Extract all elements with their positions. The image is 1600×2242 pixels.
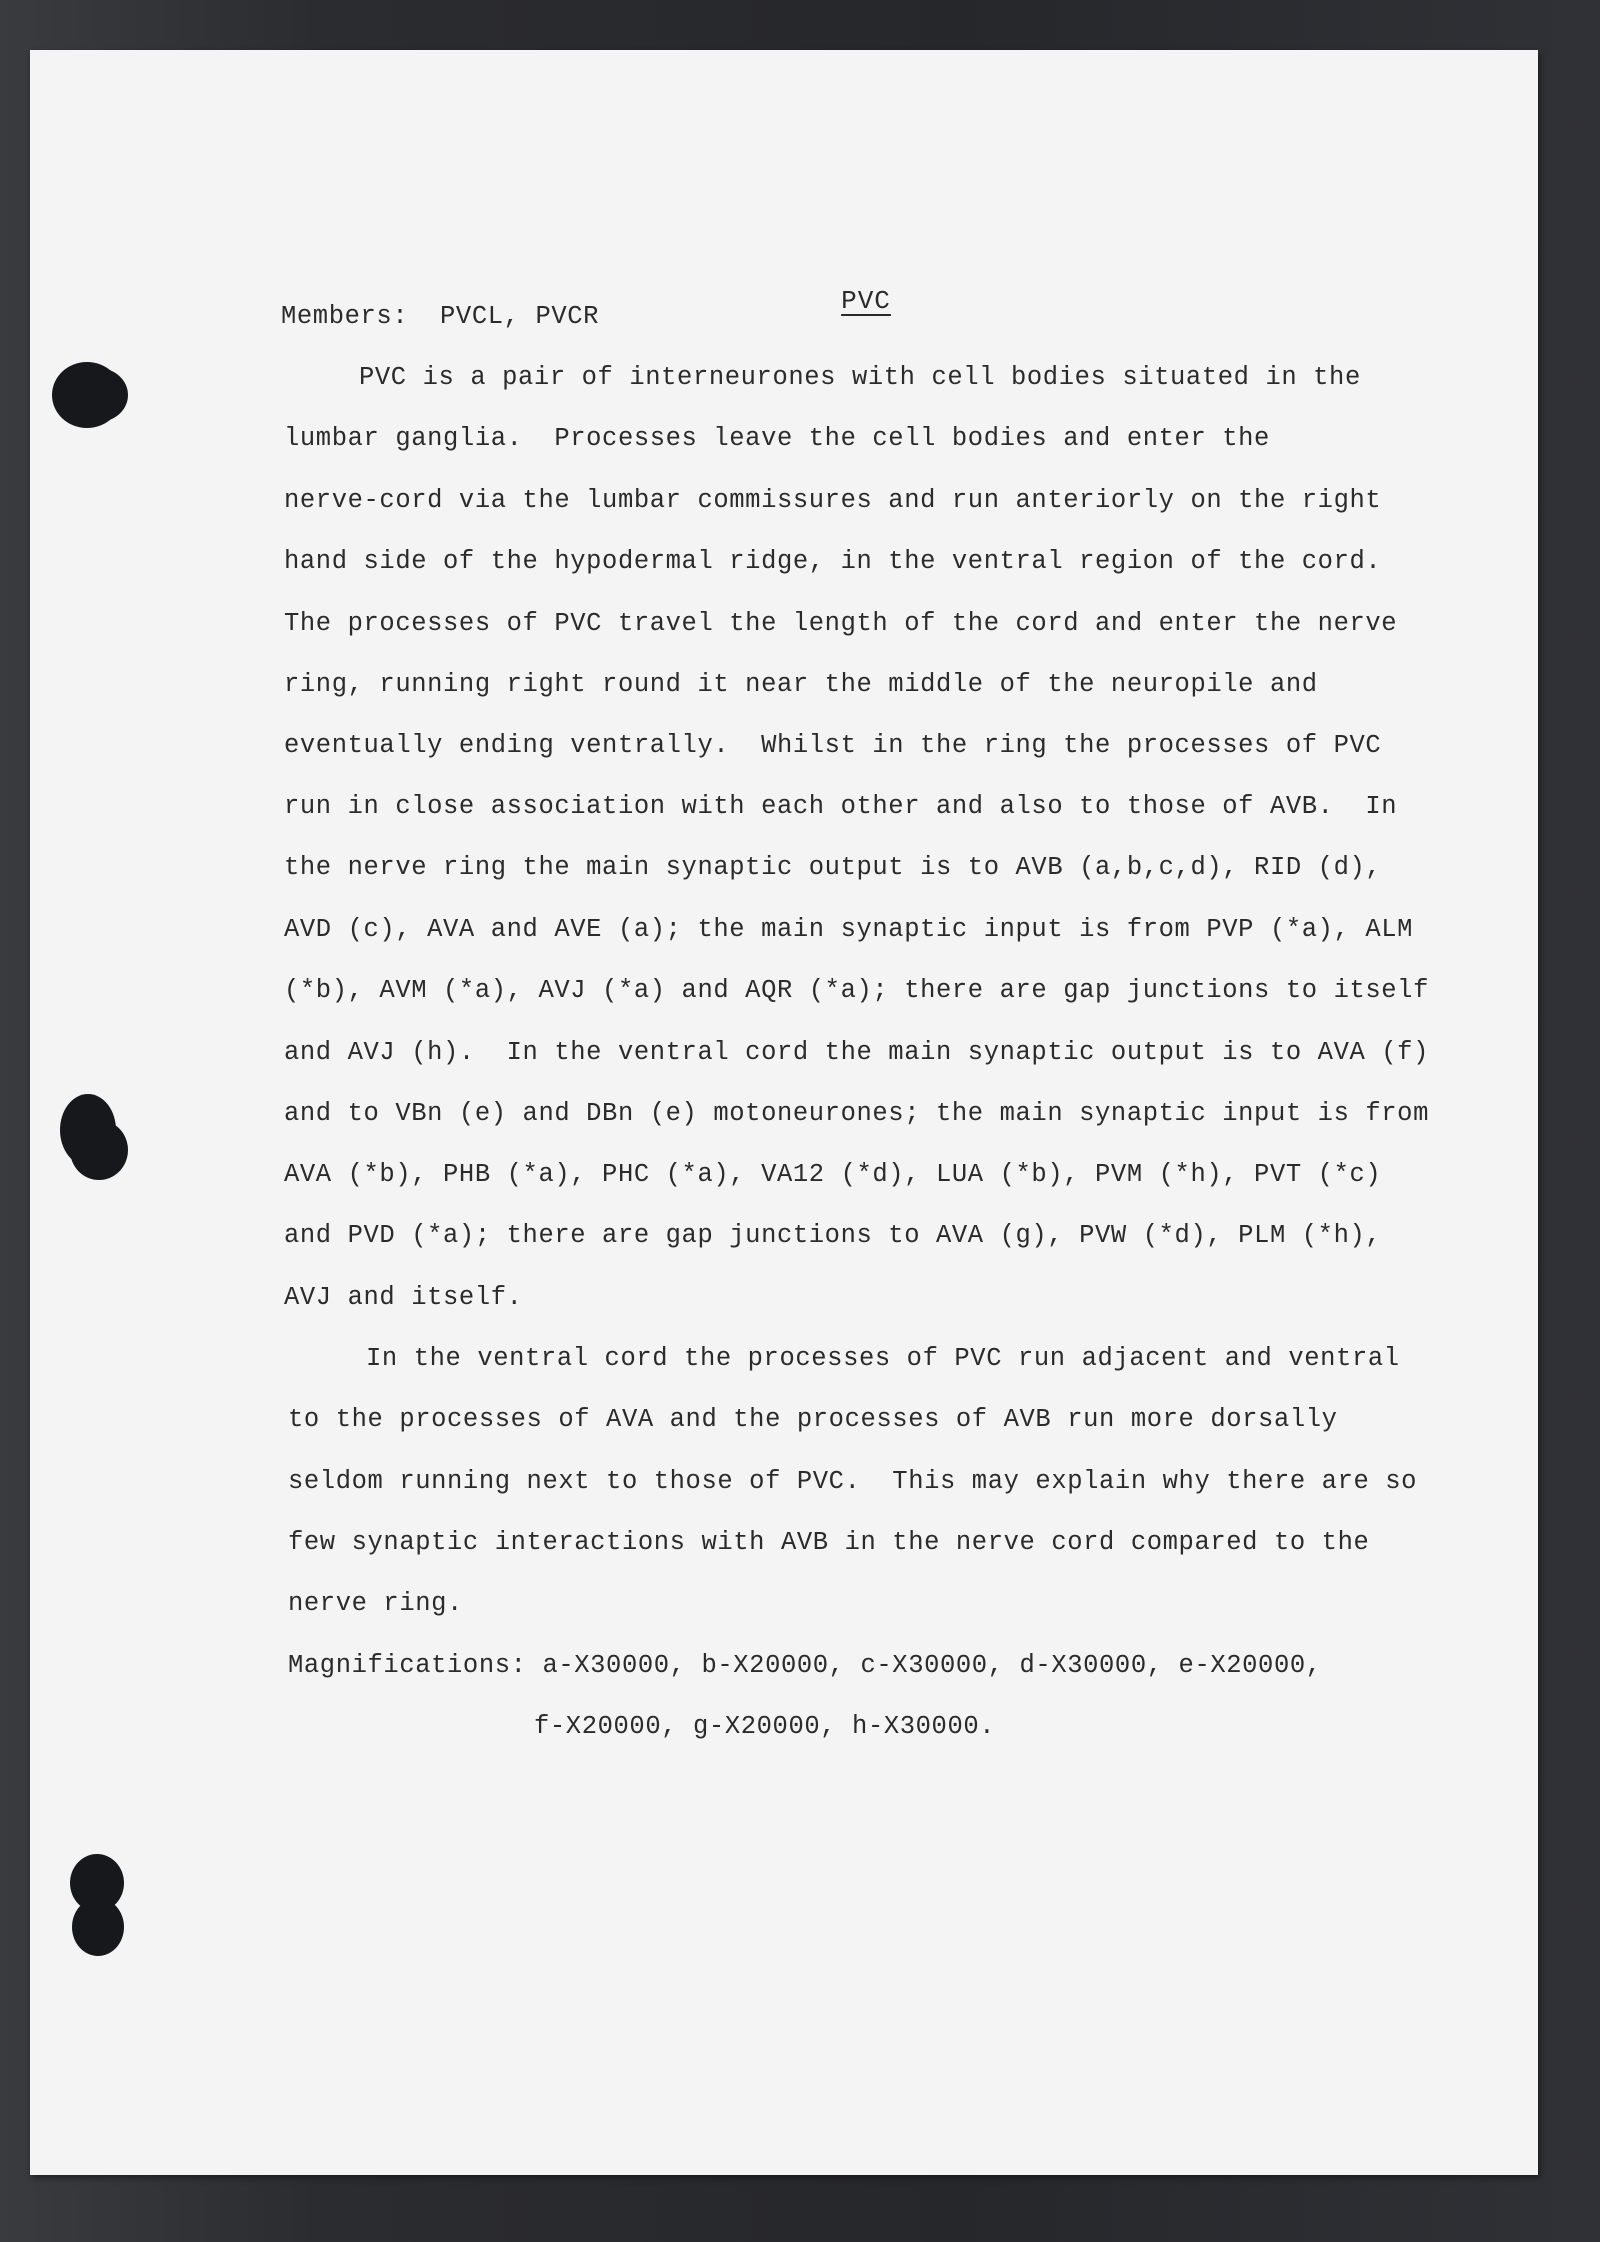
- text-line: the nerve ring the main synaptic output is to AVB (a,b,c,d), RID (d),: [284, 853, 1382, 882]
- text-line: to the processes of AVA and the processes of AVB run more dorsally: [288, 1405, 1338, 1434]
- punch-hole-bottom: [72, 1898, 124, 1956]
- text-line: nerve ring.: [288, 1589, 463, 1618]
- document-title: PVC: [841, 286, 891, 316]
- text-line: hand side of the hypodermal ridge, in the ventral region of the cord.: [284, 547, 1382, 576]
- text-line: PVC is a pair of interneurones with cell bodies situated in the: [359, 363, 1361, 392]
- text-line: lumbar ganglia. Processes leave the cell bodies and enter the: [284, 424, 1270, 453]
- text-line: AVA (*b), PHB (*a), PHC (*a), VA12 (*d), LUA (*b), PVM (*h), PVT (*c): [284, 1160, 1382, 1189]
- text-line: and AVJ (h). In the ventral cord the main synaptic output is to AVA (f): [284, 1038, 1429, 1067]
- members-line: Members: PVCL, PVCR: [281, 302, 600, 331]
- text-line: AVJ and itself.: [284, 1283, 523, 1312]
- document-page: [30, 50, 1538, 2175]
- text-line: AVD (c), AVA and AVE (a); the main synaptic input is from PVP (*a), ALM: [284, 915, 1414, 944]
- text-line: and to VBn (e) and DBn (e) motoneurones; the main synaptic input is from: [284, 1099, 1429, 1128]
- punch-hole-middle: [70, 1120, 128, 1180]
- magnifications-line: Magnifications: a-X30000, b-X20000, c-X30000, d-X30000, e-X20000,: [288, 1651, 1322, 1680]
- text-line: and PVD (*a); there are gap junctions to AVA (g), PVW (*d), PLM (*h),: [284, 1221, 1382, 1250]
- text-line: eventually ending ventrally. Whilst in the ring the processes of PVC: [284, 731, 1382, 760]
- text-line: nerve-cord via the lumbar commissures and run anteriorly on the right: [284, 486, 1382, 515]
- text-line: (*b), AVM (*a), AVJ (*a) and AQR (*a); there are gap junctions to itself: [284, 976, 1429, 1005]
- text-line: few synaptic interactions with AVB in the nerve cord compared to the: [288, 1528, 1370, 1557]
- text-line: run in close association with each other and also to those of AVB. In: [284, 792, 1398, 821]
- punch-hole-top: [68, 368, 128, 422]
- magnifications-line: f-X20000, g-X20000, h-X30000.: [534, 1712, 996, 1741]
- text-line: In the ventral cord the processes of PVC run adjacent and ventral: [366, 1344, 1400, 1373]
- text-line: seldom running next to those of PVC. This may explain why there are so: [288, 1467, 1418, 1496]
- text-line: The processes of PVC travel the length of the cord and enter the nerve: [284, 609, 1398, 638]
- text-line: ring, running right round it near the middle of the neuropile and: [284, 670, 1318, 699]
